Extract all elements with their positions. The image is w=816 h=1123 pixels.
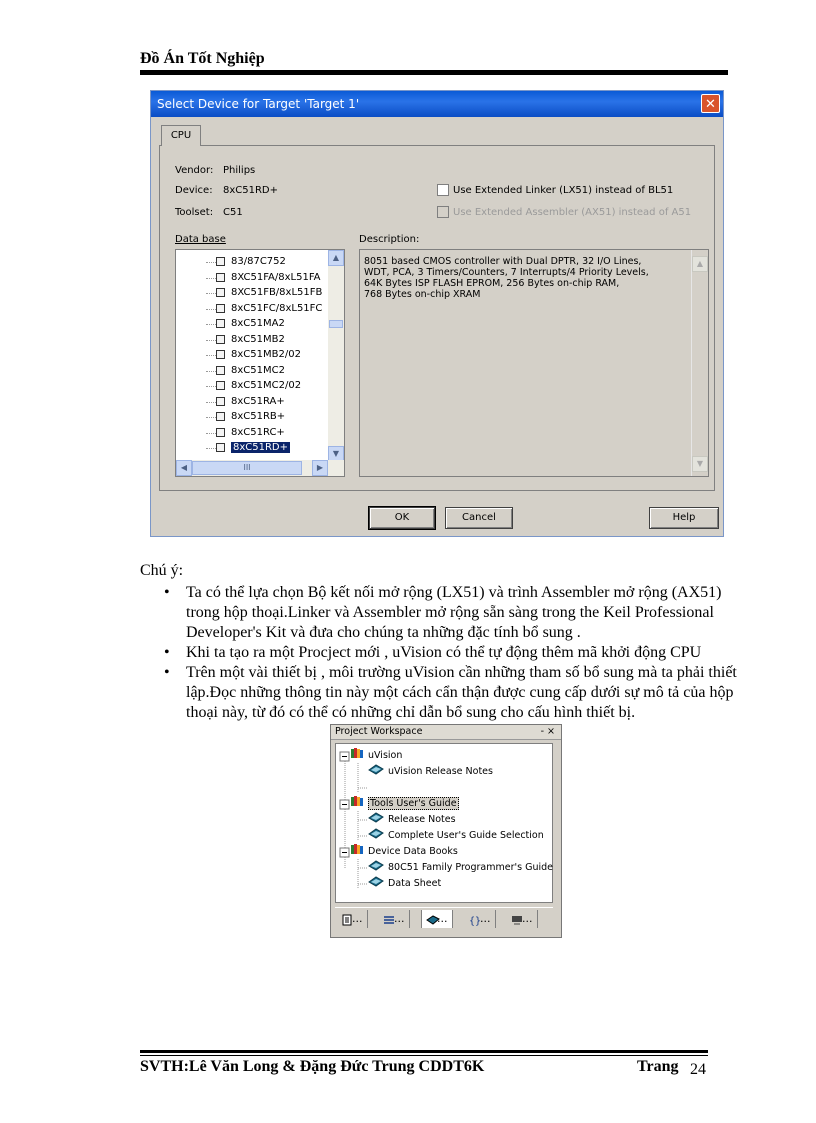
book-icon [368, 811, 384, 828]
workspace-document[interactable] [368, 827, 544, 842]
description-scroll [691, 250, 708, 476]
workspace-tabs [335, 907, 553, 930]
workspace-tree[interactable] [335, 743, 553, 903]
workspace-tab-label: ... [522, 912, 533, 925]
toolset-label: Toolset: [175, 207, 214, 218]
project-workspace [330, 724, 562, 938]
workspace-item-label: Data Sheet [388, 878, 442, 889]
chip-icon [216, 304, 225, 313]
workspace-folder[interactable] [350, 747, 402, 762]
device-list-item[interactable] [176, 363, 326, 379]
scroll-thumb[interactable] [329, 320, 343, 328]
description-line: 768 Bytes on-chip XRAM [364, 289, 481, 300]
database-label: Data base [175, 234, 226, 245]
workspace-titlebar [331, 725, 561, 740]
device-list-item[interactable] [176, 378, 326, 394]
device-value: 8xC51RD+ [223, 185, 279, 196]
desc-scroll-down: ▼ [692, 456, 708, 472]
workspace-tab-label: ... [437, 912, 448, 925]
device-list-item[interactable] [176, 347, 326, 363]
device-name: 83/87C752 [231, 256, 286, 267]
device-name: 8xC51MC2/02 [231, 380, 302, 391]
chip-icon [216, 257, 225, 266]
linker-option-label: Use Extended Linker (LX51) instead of BL51 [453, 185, 674, 196]
dialog-title: Select Device for Target 'Target 1' [157, 97, 360, 111]
workspace-tab[interactable] [507, 910, 538, 928]
workspace-item-label: Tools User's Guide [370, 798, 457, 809]
scroll-left-button[interactable]: ◀ [176, 460, 192, 476]
description-text [364, 256, 684, 300]
note-title: Chú ý: [140, 562, 184, 579]
dialog-titlebar [151, 91, 723, 117]
page-header: Đồ Án Tốt Nghiệp [140, 50, 265, 67]
footer-page-number: 24 [690, 1061, 706, 1078]
svg-text:{}: {} [469, 916, 482, 926]
vendor-label: Vendor: [175, 165, 214, 176]
device-list-item[interactable] [176, 270, 326, 286]
workspace-title: Project Workspace [335, 726, 423, 737]
description-line: 8051 based CMOS controller with Dual DPTR, 32 I/O Lines, [364, 256, 642, 267]
device-list-item[interactable] [176, 394, 326, 410]
workspace-document[interactable] [368, 875, 441, 890]
device-name: 8xC51FC/8xL51FC [231, 302, 323, 314]
ok-button[interactable]: OK [369, 507, 435, 529]
workspace-item-label: uVision [368, 750, 403, 761]
device-name: 8xC51RB+ [231, 411, 286, 422]
chip-icon [216, 397, 225, 406]
assembler-checkbox [437, 206, 449, 218]
device-list-vscroll[interactable] [328, 250, 344, 462]
templates-tab-icon [511, 914, 521, 924]
workspace-tab[interactable] [379, 910, 410, 928]
books-icon [350, 747, 364, 764]
workspace-folder[interactable] [350, 843, 458, 858]
device-list-items [176, 254, 326, 456]
device-list-hscroll[interactable] [176, 460, 344, 476]
workspace-tab[interactable] [465, 910, 496, 928]
workspace-tab[interactable] [337, 910, 368, 928]
workspace-item-label: Release Notes [388, 814, 456, 825]
workspace-tab[interactable] [421, 910, 453, 928]
chip-icon [216, 273, 225, 282]
toolset-value: C51 [223, 207, 243, 218]
chip-icon [216, 288, 225, 297]
header-rule [140, 70, 728, 75]
scroll-down-button[interactable]: ▼ [328, 446, 344, 462]
workspace-tab-label: ... [352, 912, 363, 925]
device-list-item[interactable] [176, 440, 326, 456]
device-list-item[interactable] [176, 254, 326, 270]
tab-cpu[interactable]: CPU [161, 125, 201, 146]
footer-page-label: Trang [637, 1058, 679, 1075]
device-list-item[interactable] [176, 316, 326, 332]
chip-icon [216, 335, 225, 344]
chip-icon [216, 428, 225, 437]
device-name: 8xC51RC+ [231, 426, 285, 438]
workspace-document[interactable] [368, 811, 456, 826]
regs-tab-icon [383, 914, 393, 924]
device-name: 8XC51FA/8xL51FA [231, 271, 321, 283]
books-icon [350, 843, 364, 860]
workspace-document[interactable] [368, 859, 553, 874]
device-list-item[interactable] [176, 409, 326, 425]
device-name: 8xC51RA+ [231, 395, 285, 407]
device-name: 8xC51MA2 [231, 318, 285, 329]
chip-icon [216, 443, 225, 452]
hscroll-thumb[interactable]: III [192, 461, 302, 475]
workspace-document[interactable] [368, 763, 493, 778]
books-icon [350, 795, 364, 812]
workspace-item-label: Device Data Books [368, 846, 458, 857]
device-list-item[interactable] [176, 425, 326, 441]
close-button[interactable]: ✕ [701, 94, 720, 113]
book-icon [368, 827, 384, 844]
description-box [359, 249, 709, 477]
chip-icon [216, 381, 225, 390]
scroll-up-button[interactable]: ▲ [328, 250, 344, 266]
device-name: 8xC51RD+ [233, 442, 289, 453]
workspace-item-label: 80C51 Family Programmer's Guide [388, 862, 553, 873]
book-icon [368, 859, 384, 876]
device-name: 8xC51MB2 [231, 333, 285, 345]
device-list-item[interactable] [176, 332, 326, 348]
select-device-dialog [150, 90, 724, 537]
device-list[interactable] [175, 249, 345, 477]
vendor-value: Philips [223, 165, 256, 176]
files-tab-icon [341, 914, 351, 924]
book-icon [368, 875, 384, 892]
note-bullet: • Trên một vài thiết bị , môi trường uVision cần những tham số bổ sung mà ta phải thiết lập.Đọc những thông tin này một cách cẩn thận được cung cấp dưới sự mô tả của hộp thoại này, từ đó có thể có những chỉ dẫn bổ sung cho cấu hình thiết bị. [186, 663, 746, 723]
device-name: 8xC51MB2/02 [231, 349, 301, 360]
description-line: 64K Bytes ISP FLASH EPROM, 256 Bytes on-chip RAM, [364, 278, 620, 289]
device-list-item[interactable] [176, 285, 326, 301]
desc-scroll-up: ▲ [692, 256, 708, 272]
workspace-item-label: Complete User's Guide Selection [388, 830, 544, 841]
device-label: Device: [175, 185, 213, 196]
chip-icon [216, 319, 225, 328]
description-label: Description: [359, 234, 420, 245]
scroll-right-button[interactable]: ▶ [312, 460, 328, 476]
workspace-controls[interactable]: - × [540, 726, 555, 737]
footer-author: SVTH:Lê Văn Long & Đặng Đức Trung CDDT6K [140, 1058, 485, 1075]
functions-tab-icon [469, 914, 482, 926]
device-list-item[interactable] [176, 301, 326, 317]
description-line: WDT, PCA, 3 Timers/Counters, 7 Interrupts/4 Priority Levels, [364, 267, 649, 278]
note-bullets [186, 583, 746, 723]
footer-rule-thin [140, 1055, 708, 1056]
workspace-folder[interactable] [350, 795, 459, 810]
chip-icon [216, 366, 225, 375]
linker-checkbox[interactable] [437, 184, 449, 196]
note-bullet: • Khi ta tạo ra một Procject mới , uVision có thể tự động thêm mã khởi động CPU [186, 643, 746, 663]
workspace-tab-label: ... [480, 912, 491, 925]
book-icon [368, 763, 384, 780]
cancel-button[interactable]: Cancel [445, 507, 513, 529]
assembler-option-label: Use Extended Assembler (AX51) instead of A51 [453, 207, 692, 218]
help-button[interactable]: Help [649, 507, 719, 529]
workspace-tab-label: ... [394, 912, 405, 925]
chip-icon [216, 412, 225, 421]
note-bullet: • Ta có thể lựa chọn Bộ kết nối mở rộng (LX51) và trình Assembler mở rộng (AX51) trong hộp thoại.Linker và Assembler mở rộng sẵn sàng trong the Keil Professional Developer's Kit và đưa cho chúng ta những đặc tính bổ sung . [186, 583, 746, 643]
device-name: 8XC51FB/8xL51FB [231, 287, 323, 298]
footer-rule-thick [140, 1050, 708, 1053]
workspace-item-label: uVision Release Notes [388, 766, 493, 777]
chip-icon [216, 350, 225, 359]
books-tab-icon [426, 914, 436, 924]
device-name: 8xC51MC2 [231, 364, 285, 376]
